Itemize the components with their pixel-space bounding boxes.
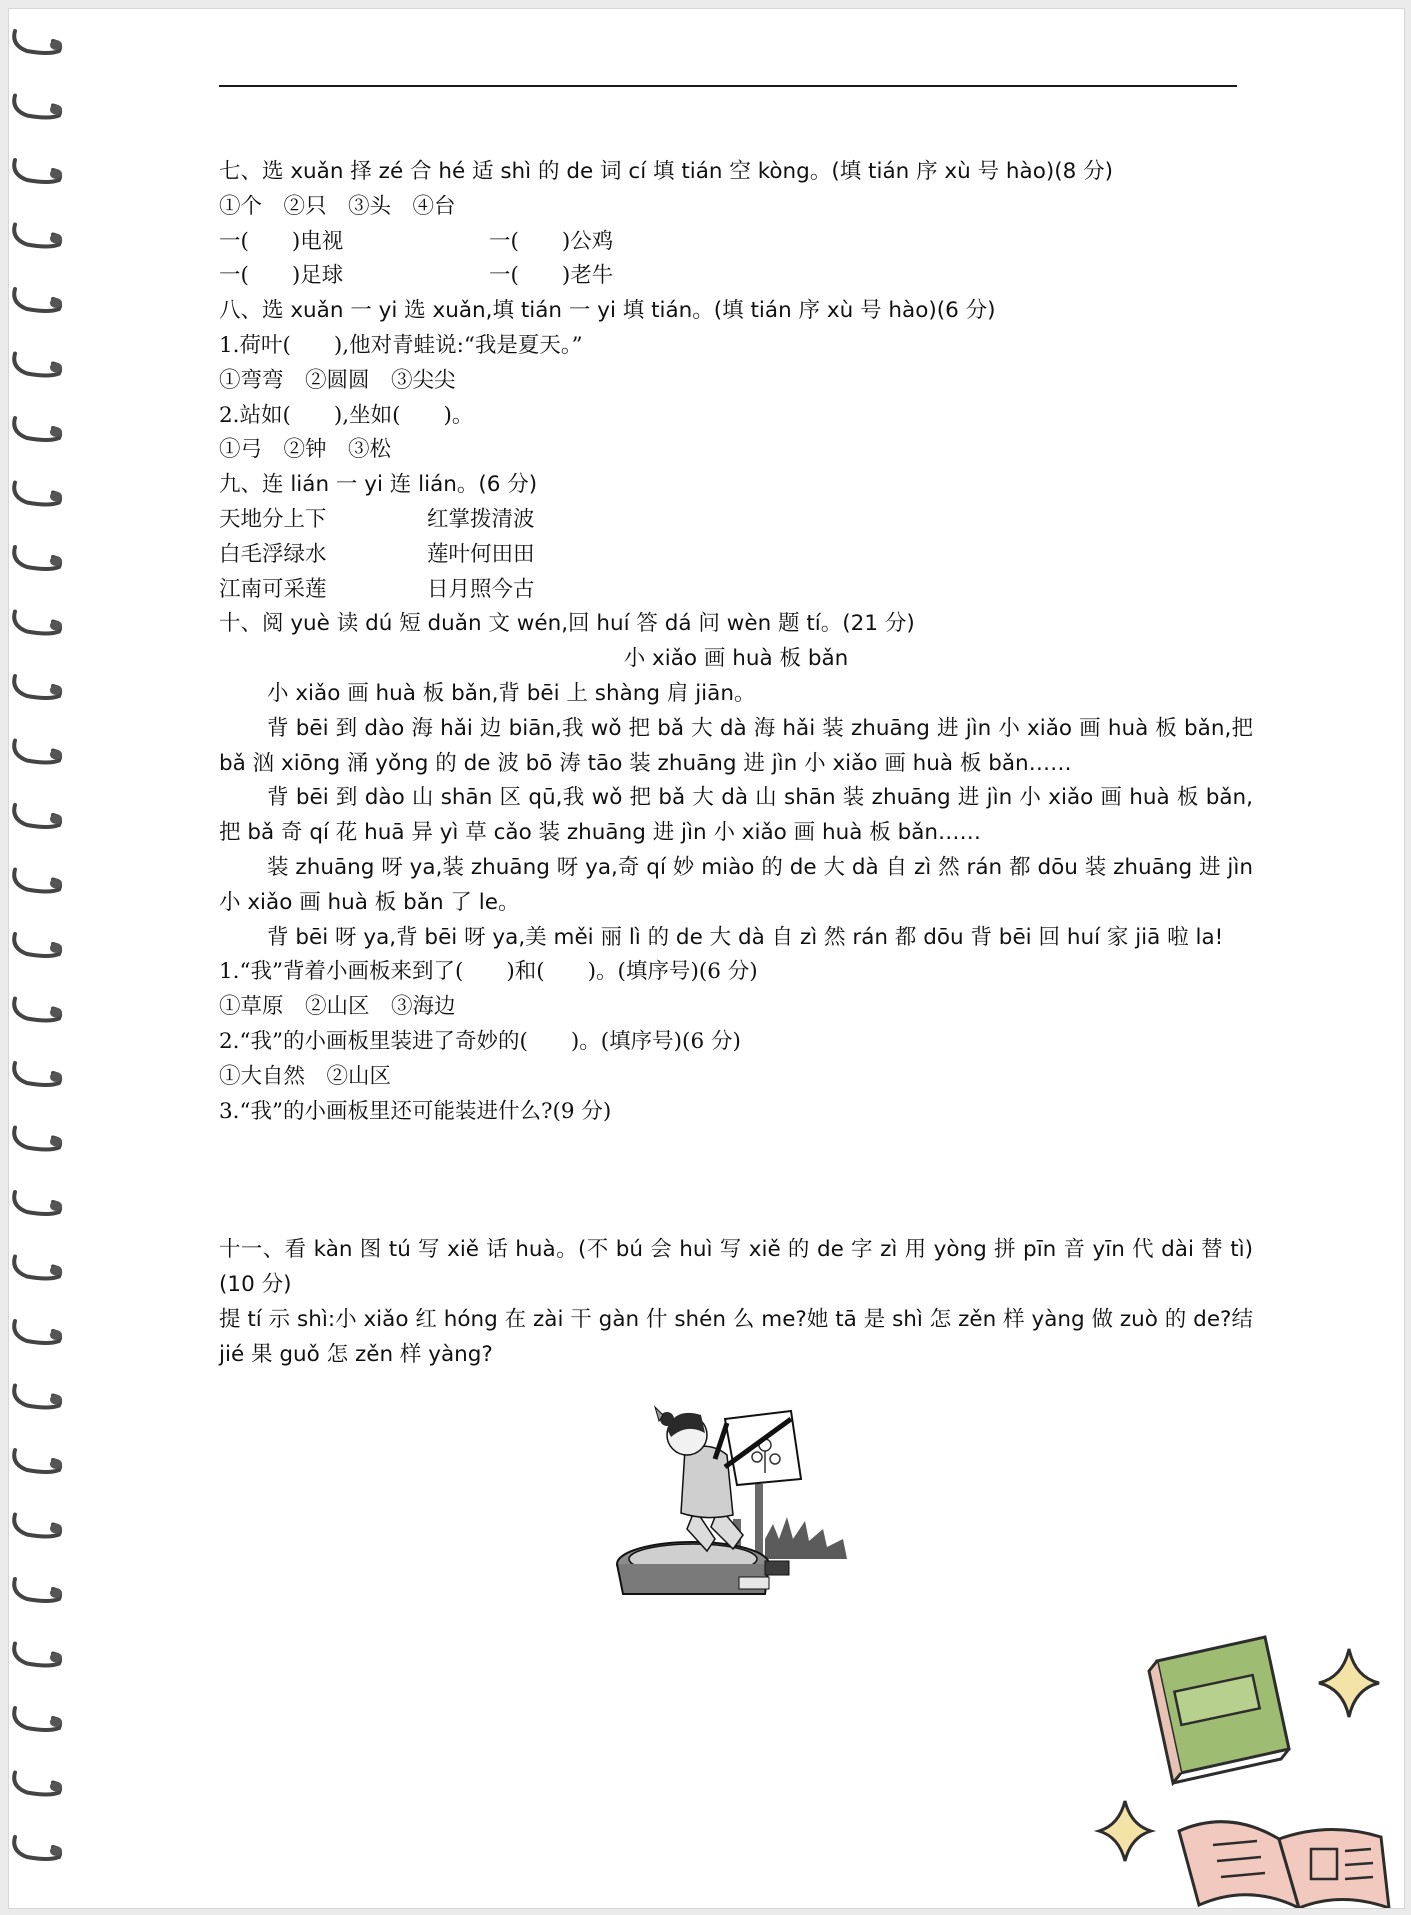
binding-hole	[50, 1717, 62, 1727]
binding-hole	[50, 1266, 62, 1276]
answer-space[interactable]	[219, 1129, 1253, 1233]
binding-hole	[50, 1782, 62, 1792]
binding-hole	[50, 1072, 62, 1082]
binding-hole	[50, 427, 62, 437]
binding-hole	[50, 1008, 62, 1018]
binding-hole	[50, 1588, 62, 1598]
reading-question-1[interactable]: 1.“我”背着小画板来到了( )和( )。(填序号)(6 分)	[219, 959, 758, 985]
binding-hole	[50, 1330, 62, 1340]
passage-paragraph: 背 bēi 呀 ya,背 bēi 呀 ya,美 měi 丽 lì 的 de 大 dà 自 zì 然 rán 都 dōu 背 bēi 回 huí 家 jiā 啦 la!	[267, 924, 1224, 950]
section-7-title: 七、选 xuǎn 择 zé 合 hé 适 shì 的 de 词 cí 填 tián 空 kòng。(填 tián 序 xù 号 hào)(8 分)	[219, 159, 1114, 184]
section-7-row-2	[219, 259, 1253, 294]
section-8-q2-options: ①弓 ②钟 ③松	[219, 437, 392, 463]
binding-hole	[50, 1137, 62, 1147]
binding-hole	[50, 685, 62, 695]
binding-hole	[50, 1653, 62, 1663]
match-row	[219, 538, 1253, 573]
passage-title: 小 xiǎo 画 huà 板 bǎn	[623, 646, 849, 672]
match-right-item[interactable]: 日月照今古	[427, 576, 535, 602]
blank-item[interactable]: 一( )公鸡	[489, 228, 614, 254]
blank-item[interactable]: 一( )电视	[219, 228, 344, 254]
binding-hole	[50, 750, 62, 760]
section-8-question-2[interactable]: 2.站如( ),坐如( )。	[219, 402, 474, 428]
section-11-hint: 提 tí 示 shì:小 xiǎo 红 hóng 在 zài 干 gàn 什 shén 么 me?她 tā 是 shì 怎 zěn 样 yàng 做 zuò 的 de?结 jié 果 guǒ 怎 zěn 样 yàng?	[219, 1306, 1253, 1367]
match-left-item[interactable]: 天地分上下	[219, 506, 327, 532]
section-10-title: 十、阅 yuè 读 dú 短 duǎn 文 wén,回 huí 答 dá 问 wèn 题 tí。(21 分)	[219, 611, 915, 637]
reading-q2-options: ①大自然 ②山区	[219, 1063, 392, 1089]
blank-item[interactable]: 一( )足球	[219, 263, 344, 289]
match-right-item[interactable]: 红掌拨清波	[427, 506, 535, 532]
section-8-question-1[interactable]: 1.荷叶( ),他对青蛙说:“我是夏天。”	[219, 332, 583, 358]
binding-hole	[50, 879, 62, 889]
binding-hole	[50, 105, 62, 115]
passage-paragraph: 背 bēi 到 dào 山 shān 区 qū,我 wǒ 把 bǎ 大 dà 山 shān 装 zhuāng 进 jìn 小 xiǎo 画 huà 板 bǎn,把 bǎ 奇 qí 花 huā 异 yì 草 cǎo 装 zhuāng 进 jìn 小 xiǎo 画 huà 板 bǎn……	[219, 785, 1253, 846]
worksheet-content	[219, 155, 1253, 1373]
binding-hole	[50, 814, 62, 824]
binding-hole	[50, 169, 62, 179]
binding-hole	[50, 943, 62, 953]
binding-hole	[50, 363, 62, 373]
passage-paragraph: 装 zhuāng 呀 ya,装 zhuāng 呀 ya,奇 qí 妙 miào 的 de 大 dà 自 zì 然 rán 都 dōu 装 zhuāng 进 jìn 小 xiǎo 画 huà 板 bǎn 了 le。	[219, 854, 1253, 915]
section-9-title: 九、连 lián 一 yi 连 lián。(6 分)	[219, 472, 538, 498]
passage-paragraph: 背 bēi 到 dào 海 hǎi 边 biān,我 wǒ 把 bǎ 大 dà 海 hǎi 装 zhuāng 进 jìn 小 xiǎo 画 huà 板 bǎn,把 bǎ 汹 xiōng 涌 yǒng 的 de 波 bō 涛 tāo 装 zhuāng 进 jìn 小 xiǎo 画 huà 板 bǎn……	[219, 715, 1253, 776]
section-7-row-1	[219, 225, 1253, 260]
binding-hole	[50, 1459, 62, 1469]
passage-paragraph: 小 xiǎo 画 huà 板 bǎn,背 bēi 上 shàng 肩 jiān。	[267, 680, 756, 706]
books-sparkle-decoration	[1089, 1599, 1404, 1908]
binding-hole	[50, 40, 62, 50]
reading-q1-options: ①草原 ②山区 ③海边	[219, 994, 456, 1020]
binding-hole	[50, 234, 62, 244]
binding-hole	[50, 1846, 62, 1856]
binding-hole	[50, 1201, 62, 1211]
blank-item[interactable]: 一( )老牛	[489, 263, 614, 289]
binding-hole	[50, 621, 62, 631]
match-row	[219, 503, 1253, 538]
match-left-item[interactable]: 江南可采莲	[219, 576, 327, 602]
binding-hole	[50, 492, 62, 502]
match-row	[219, 573, 1253, 608]
match-left-item[interactable]: 白毛浮绿水	[219, 541, 327, 567]
girl-washing-cloth-illustration	[615, 1389, 855, 1601]
match-right-item[interactable]: 莲叶何田田	[427, 541, 535, 567]
reading-question-3[interactable]: 3.“我”的小画板里还可能装进什么?(9 分)	[219, 1098, 612, 1124]
section-11-title: 十一、看 kàn 图 tú 写 xiě 话 huà。(不 bú 会 huì 写 xiě 的 de 字 zì 用 yòng 拼 pīn 音 yīn 代 dài 替 tì)(10 分)	[219, 1237, 1253, 1298]
binding-hole	[50, 556, 62, 566]
section-7-options: ①个 ②只 ③头 ④台	[219, 193, 456, 219]
header-rule	[219, 85, 1237, 87]
binding-hole	[50, 1395, 62, 1405]
section-8-q1-options: ①弯弯 ②圆圆 ③尖尖	[219, 367, 456, 393]
binding-hole	[50, 298, 62, 308]
binding-hole	[50, 1524, 62, 1534]
spiral-binding-icon	[9, 9, 89, 1908]
reading-question-2[interactable]: 2.“我”的小画板里装进了奇妙的( )。(填序号)(6 分)	[219, 1028, 741, 1054]
worksheet-page	[8, 8, 1405, 1909]
section-8-title: 八、选 xuǎn 一 yi 选 xuǎn,填 tián 一 yi 填 tián。(填 tián 序 xù 号 hào)(6 分)	[219, 298, 996, 324]
